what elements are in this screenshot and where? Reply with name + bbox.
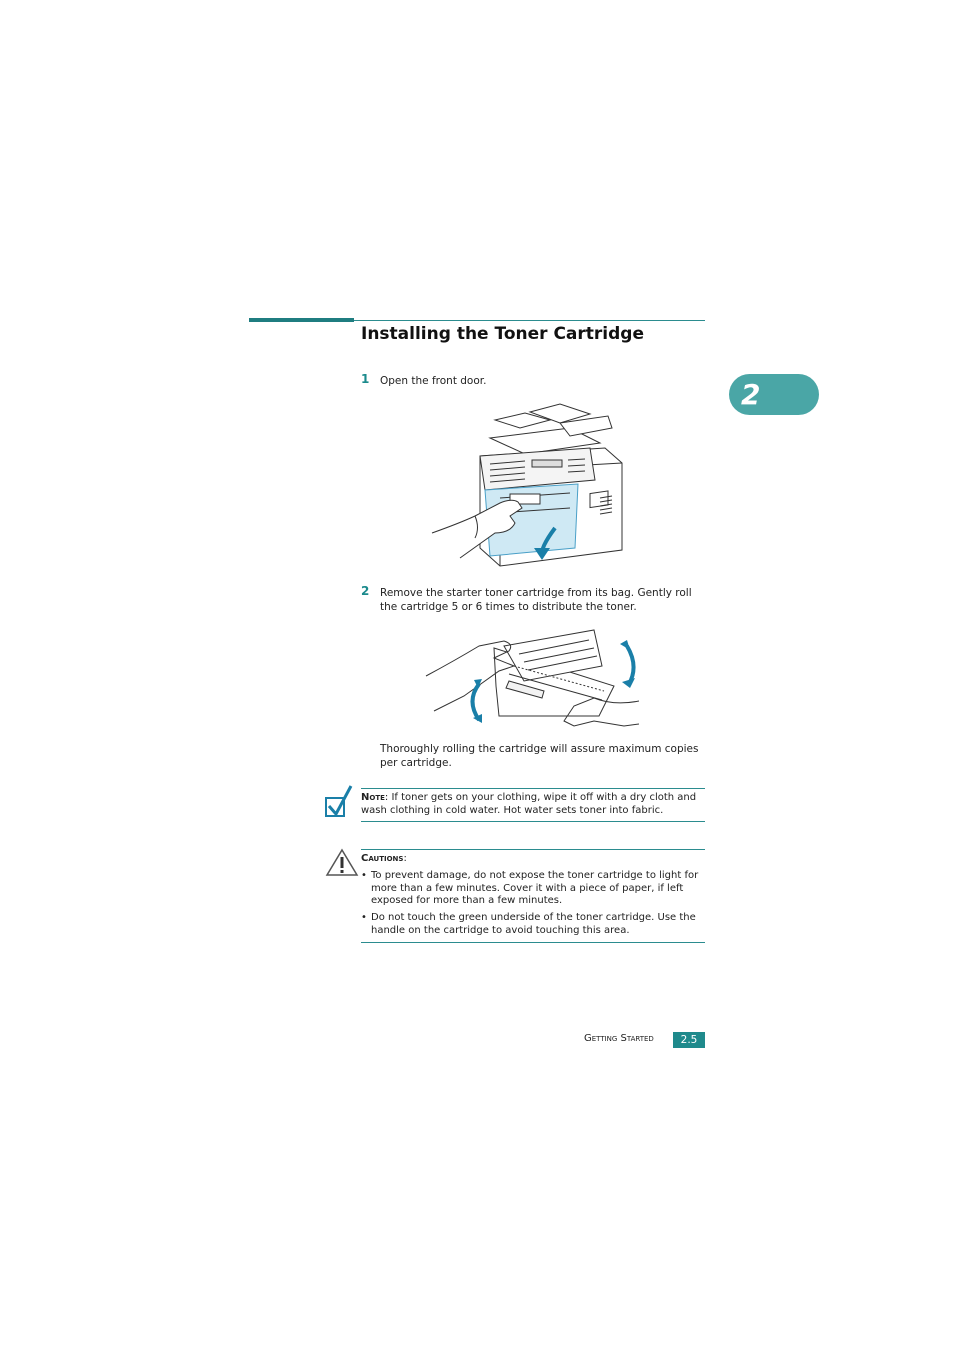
printer-front-door-illustration — [430, 398, 625, 568]
section-rule-thin — [354, 320, 705, 321]
step-1-text: Open the front door. — [380, 375, 487, 387]
cautions-heading — [361, 852, 407, 865]
cautions-label: Cautions — [361, 853, 404, 864]
caution-item — [361, 912, 705, 940]
caution-item-text: To prevent damage, do not expose the toner cartridge to light for more than a few minutes. Cover it with a piece of paper, if left exposed for more than a few minutes. — [371, 870, 699, 906]
note-label: Note — [361, 792, 385, 803]
caution-item-text: Do not touch the green underside of the toner cartridge. Use the handle on the cartridge to avoid touching this area. — [371, 912, 696, 936]
step-2-number: 2 — [361, 584, 370, 598]
chapter-tab — [729, 374, 819, 415]
chapter-number: 2 — [741, 378, 761, 411]
step-1-number: 1 — [361, 372, 370, 386]
bullet-dot: • — [361, 912, 367, 923]
section-rule-thick — [249, 318, 354, 322]
note-rule-top — [361, 788, 705, 789]
page-number: 2.5 — [673, 1032, 705, 1048]
bullet-dot: • — [361, 870, 367, 881]
caution-item — [361, 870, 705, 910]
step-2-followup: Thoroughly rolling the cartridge will assure maximum copies per cartridge. — [380, 743, 699, 769]
cartridge-rolling-illustration — [424, 626, 639, 738]
cautions-rule-bottom — [361, 942, 705, 943]
note-text — [361, 791, 705, 817]
checkmark-note-icon — [323, 782, 353, 822]
note-rule-bottom — [361, 821, 705, 822]
cautions-suffix: : — [403, 853, 407, 864]
note-body: : If toner gets on your clothing, wipe it off with a dry cloth and wash clothing in cold water. Hot water sets toner into fabric. — [361, 792, 697, 816]
page-title: Installing the Toner Cartridge — [361, 324, 644, 344]
step-2-text: Remove the starter toner cartridge from its bag. Gently roll the cartridge 5 or 6 times to distribute the toner. — [380, 587, 692, 613]
cautions-rule-top — [361, 849, 705, 850]
warning-icon — [325, 848, 359, 878]
footer-section-label: Getting Started — [584, 1033, 654, 1044]
